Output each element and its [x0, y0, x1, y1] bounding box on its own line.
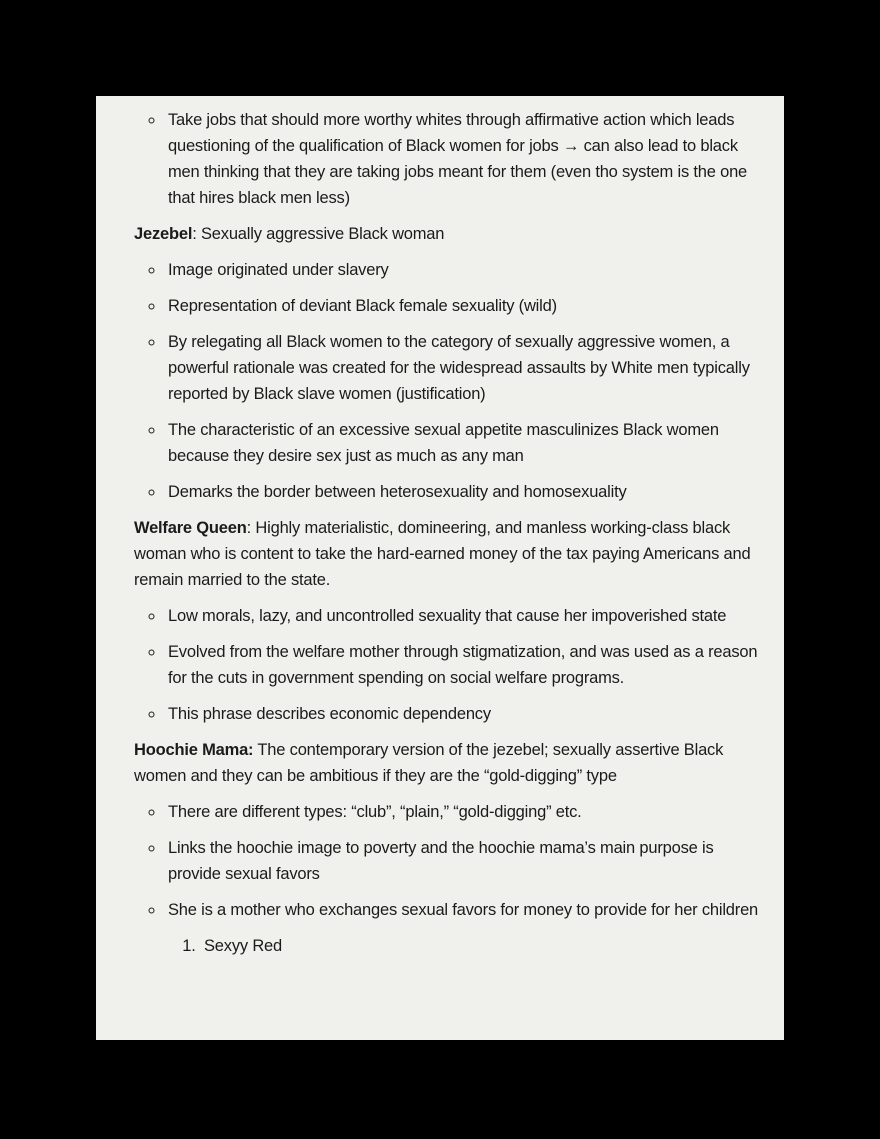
list-item: ◦ Evolved from the welfare mother through stigmatization, and was used as a reason for the cuts in government spending on social welfare programs.: [165, 639, 768, 691]
intro-bullet-list: [134, 107, 768, 211]
list-item: ◦ Representation of deviant Black female sexuality (wild): [165, 293, 768, 319]
term-definition-welfare-queen: [134, 515, 768, 593]
term-welfare-queen: Welfare Queen: [134, 519, 247, 537]
list-item: ◦ Demarks the border between heterosexuality and homosexuality: [165, 479, 768, 505]
term-definition-hoochie-mama: [134, 737, 768, 789]
welfare-queen-bullet-list: [134, 603, 768, 727]
term-jezebel: Jezebel: [134, 225, 193, 243]
term-hoochie-mama: Hoochie Mama:: [134, 741, 254, 759]
list-item: ◦ Low morals, lazy, and uncontrolled sexuality that cause her impoverished state: [165, 603, 768, 629]
notes-document: [96, 96, 784, 1040]
definition-hoochie-mama: The contemporary version of the jezebel; sexually assertive Black women and they can be ambitious if they are the “gold-digging” type: [134, 741, 724, 785]
list-item: ◦ This phrase describes economic dependency: [165, 701, 768, 727]
jezebel-bullet-list: [134, 257, 768, 505]
list-item: [165, 897, 768, 959]
definition-welfare-queen: : Highly materialistic, domineering, and manless working-class black woman who is content to take the hard-earned money of the tax paying Americans and remain married to the state.: [134, 519, 751, 589]
list-item: ◦ Image originated under slavery: [165, 257, 768, 283]
list-item: ◦ Take jobs that should more worthy whites through affirmative action which leads questioning of the qualification of Black women for jobs → can also lead to black men thinking that they are taking jobs meant for them (even tho system is the one that hires black men less): [165, 107, 768, 211]
list-item: ◦ There are different types: “club”, “plain,” “gold-digging” etc.: [165, 799, 768, 825]
list-item: ◦ The characteristic of an excessive sexual appetite masculinizes Black women because they desire sex just as much as any man: [165, 417, 768, 469]
list-item-text: She is a mother who exchanges sexual favors for money to provide for her children: [168, 901, 759, 919]
definition-jezebel: : Sexually aggressive Black woman: [192, 225, 445, 243]
term-definition-jezebel: [134, 221, 768, 247]
list-item: ◦ Links the hoochie image to poverty and the hoochie mama’s main purpose is provide sexual favors: [165, 835, 768, 887]
numbered-item: 1. Sexyy Red: [200, 933, 768, 959]
numbered-list: [168, 933, 768, 959]
list-item: ◦ By relegating all Black women to the category of sexually aggressive women, a powerful rationale was created for the widespread assaults by White men typically reported by Black slave women (justification): [165, 329, 768, 407]
hoochie-mama-bullet-list: [134, 799, 768, 959]
